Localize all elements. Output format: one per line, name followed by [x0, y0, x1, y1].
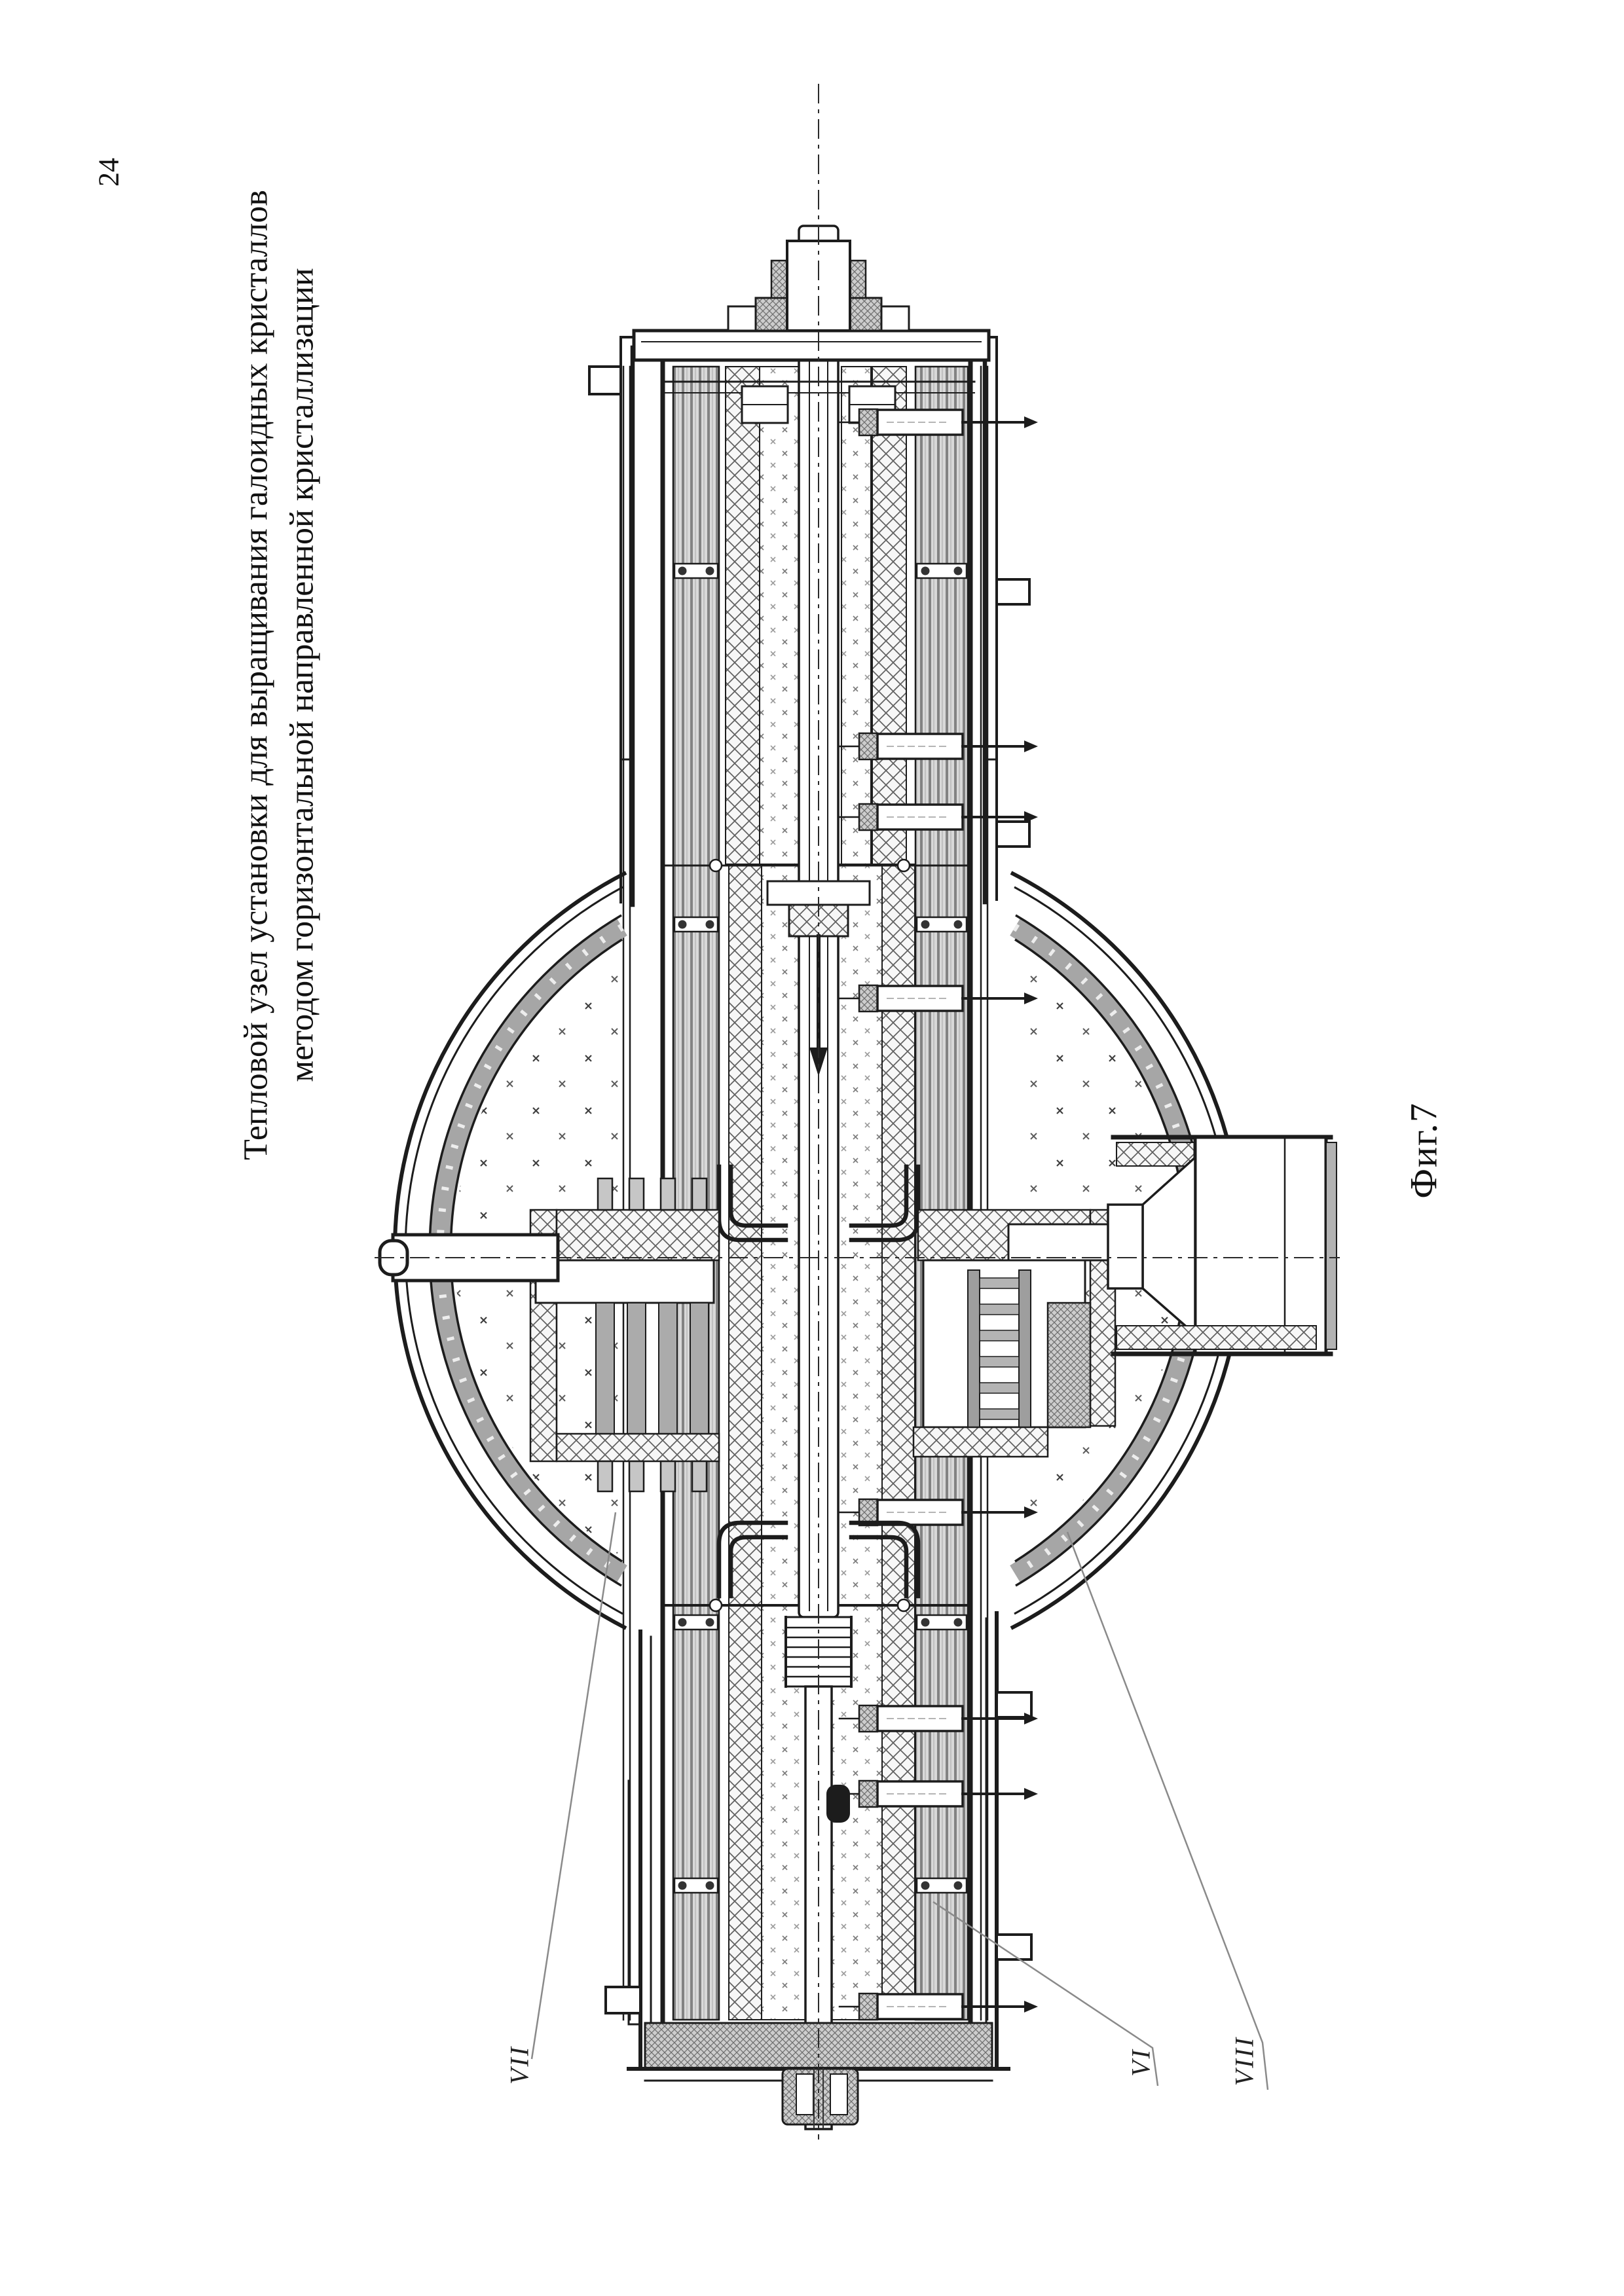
callout-vi: VI [1126, 2048, 1156, 2077]
figure-caption: Фиг.7 [1402, 1102, 1445, 1199]
figure-title-line-2: методом горизонтальной направленной кристаллизации [283, 268, 321, 1082]
right-heater-block [913, 1210, 1115, 1457]
callout-viii: VIII [1229, 2035, 1259, 2086]
page-number: 24 [92, 158, 125, 187]
figure-title-line-1: Тепловой узел установки для выращивания галоидных кристаллов [237, 190, 275, 1160]
callout-vii: VII [504, 2045, 534, 2085]
